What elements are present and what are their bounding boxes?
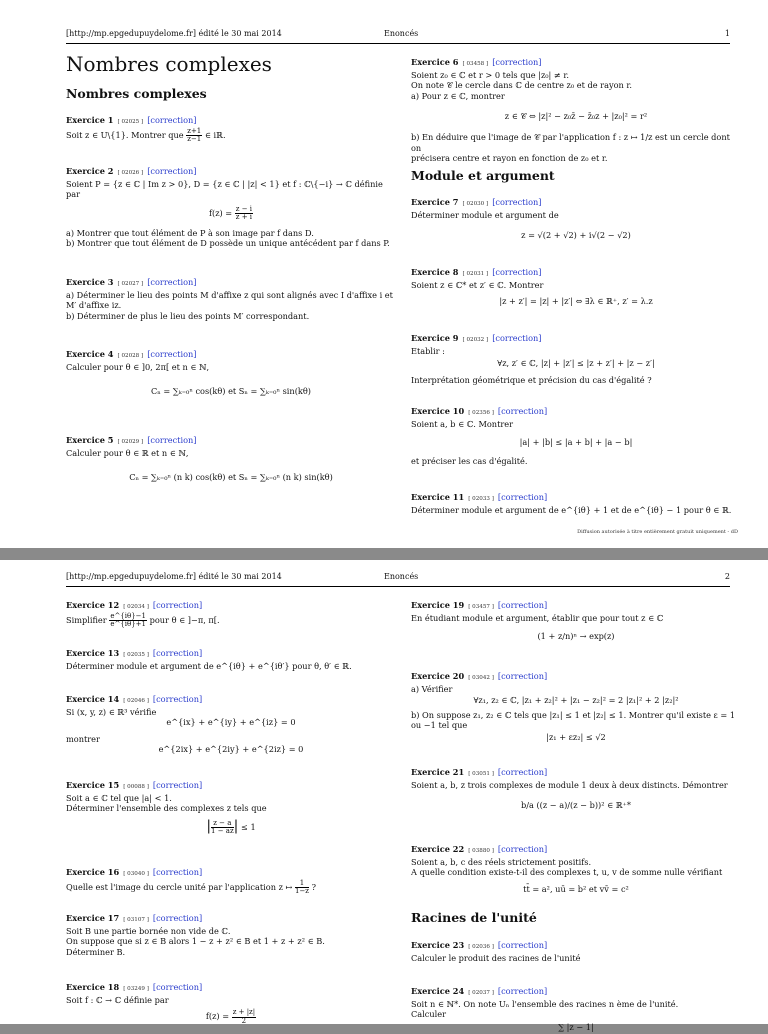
exercise-6 [411, 57, 741, 164]
exercise-text: Soit B une partie bornée non vide de ℂ. [66, 925, 231, 936]
exercise-text: par [66, 189, 81, 200]
exercise-9 [411, 333, 741, 385]
exercise-text: b) Déterminer de plus le lieu des points M′ correspondant. [66, 310, 310, 321]
correction-link[interactable]: [correction] [152, 867, 203, 877]
exercise-text: Soient P = {z ∈ ℂ | Im z > 0}, D = {z ∈ ℂ | |z| < 1} et f : ℂ\{−i} → ℂ définie [66, 178, 383, 189]
exercise-code: [ 02036 ] [468, 944, 494, 950]
exercise-label: Exercice 24 [411, 986, 465, 996]
page-header [66, 29, 730, 44]
math-display: f(z) = $\frac{z - i}{z + i}$ [208, 204, 253, 222]
exercise-label: Exercice 19 [411, 600, 465, 610]
exercise-text: Calculer pour θ ∈ ℝ et n ∈ ℕ, [66, 447, 189, 458]
exercise-label: Exercice 12 [66, 600, 120, 610]
exercise-20 [411, 671, 741, 744]
correction-link[interactable]: [correction] [147, 349, 197, 359]
math-display: Cₙ = ∑ₖ₌₀ⁿ (n k) cos(kθ) et Sₙ = ∑ₖ₌₀ⁿ (n k) sin(kθ) [129, 472, 333, 483]
exercise-text: En étudiant module et argument, établir que pour tout z ∈ ℂ [411, 612, 664, 623]
page-footer: Diffusion autorisée à titre entièrement gratuit uniquement - dD [577, 529, 738, 535]
correction-link[interactable]: [correction] [147, 435, 197, 445]
exercise-text: précisera centre et rayon en fonction de z₀ et r. [411, 153, 608, 164]
exercise-text: b) Montrer que tout élément de D possède un unique antécédent par f dans P. [66, 238, 390, 249]
correction-link[interactable]: [correction] [152, 982, 203, 992]
exercise-text: Calculer le produit des racines de l'unité [411, 952, 581, 963]
exercise-11 [411, 492, 741, 515]
math-display: e^{2ix} + e^{2iy} + e^{2iz} = 0 [158, 744, 304, 755]
exercise-text: Calculer pour θ ∈ ]0, 2π[ et n ∈ ℕ, [66, 361, 210, 372]
exercise-text: Déterminer module et argument de e^{iθ} + e^{iθ′} pour θ, θ′ ∈ ℝ. [66, 660, 352, 671]
exercise-code: [ 02029 ] [117, 439, 144, 445]
math-display: |z₁ + εz₂| ≤ √2 [546, 731, 606, 742]
correction-link[interactable]: [correction] [152, 780, 203, 790]
exercise-label: Exercice 13 [66, 648, 120, 658]
exercise-text: et préciser les cas d'égalité. [411, 455, 528, 466]
exercise-label: Exercice 4 [66, 349, 114, 359]
exercise-label: Exercice 3 [66, 277, 114, 287]
exercise-label: Exercice 10 [411, 406, 465, 416]
exercise-16: Exercice 16 [ 03040 ] [correction] Quelle est l'image du cercle unité par l'application z ↦ $\frac{1}{1-z}$ ? [66, 867, 316, 896]
page-number: 2 [724, 572, 730, 581]
exercise-text: Soient z₀ ∈ ℂ et r > 0 tels que |z₀| ≠ r. [411, 69, 569, 80]
exercise-12 [66, 600, 396, 629]
math-display: e^{ix} + e^{iy} + e^{iz} = 0 [166, 717, 296, 728]
exercise-text: Interprétation géométrique et précision du cas d'égalité ? [411, 374, 652, 385]
exercise-label: Exercice 1 [66, 115, 114, 125]
correction-link[interactable]: [correction] [147, 277, 197, 287]
exercise-label: Exercice 20 [411, 671, 465, 681]
section-title: Module et argument [411, 168, 555, 183]
exercise-text: Soient a, b, z trois complexes de module 1 deux à deux distincts. Démontrer [411, 779, 728, 790]
exercise-text: b) On suppose z₁, z₂ ∈ ℂ tels que |z₁| ≤ 1 et |z₂| ≤ 1. Montrer qu'il existe ε = 1 [411, 709, 736, 720]
fraction: $\frac{1}{1-z}$ [294, 878, 309, 896]
exercise-text: b) En déduire que l'image de 𝒞 par l'application f : z ↦ 1/z est un cercle dont on [411, 131, 730, 153]
exercise-code: [ 02046 ] [123, 698, 149, 704]
exercise-code: [ 02030 ] [462, 201, 489, 207]
correction-link[interactable]: [correction] [492, 57, 542, 67]
section-title: Nombres complexes [66, 86, 207, 101]
correction-link[interactable]: [correction] [492, 333, 542, 343]
exercise-text: montrer [66, 733, 100, 744]
correction-link[interactable]: [correction] [497, 767, 548, 777]
math-display: ∑ |z − 1| [558, 1021, 594, 1032]
correction-link[interactable]: [correction] [497, 940, 548, 950]
exercise-5 [66, 435, 396, 489]
exercise-3 [66, 277, 396, 321]
exercise-8 [411, 267, 741, 313]
exercise-code: [ 02026 ] [117, 170, 144, 176]
exercise-code: [ 03051 ] [468, 771, 494, 777]
correction-link[interactable]: [correction] [147, 115, 197, 125]
exercise-code: [ 02027 ] [117, 281, 144, 287]
exercise-code: [ 02035 ] [123, 652, 149, 658]
correction-link[interactable]: [correction] [147, 166, 197, 176]
exercise-13 [66, 648, 396, 671]
exercise-4 [66, 349, 396, 403]
exercise-text: Soit a ∈ ℂ tel que |a| < 1. [66, 792, 172, 803]
exercise-text: On suppose que si z ∈ B alors 1 − z + z² ∈ B et 1 + z + z² ∈ B. [66, 936, 325, 947]
exercise-code: [ 02032 ] [462, 337, 489, 343]
exercise-text: On note 𝒞 le cercle dans ℂ de centre z₀ et de rayon r. [411, 80, 632, 91]
exercise-label: Exercice 11 [411, 492, 465, 502]
exercise-15 [66, 780, 396, 842]
correction-link[interactable]: [correction] [497, 844, 548, 854]
exercise-label: Exercice 15 [66, 780, 120, 790]
exercise-text: ou −1 tel que [411, 720, 468, 731]
exercise-text: pour θ ∈ ]−π, π[. [149, 614, 220, 625]
math-display: |z + z′| = |z| + |z′| ⇔ ∃λ ∈ ℝ⁺, z′ = λ.z [499, 296, 653, 307]
exercise-code: [ 02031 ] [462, 271, 489, 277]
exercise-text: M′ d'affixe iz. [66, 300, 122, 311]
exercise-code: [ 03249 ] [123, 986, 149, 992]
exercise-text: Soit f : ℂ → ℂ définie par [66, 994, 169, 1005]
math-display: f(z) = $\frac{z + |z|}{2}$ [205, 1008, 256, 1025]
exercise-label: Exercice 17 [66, 913, 120, 923]
math-display: b/a ((z − a)/(z − b))² ∈ ℝ⁺* [520, 800, 632, 811]
exercise-21 [411, 767, 741, 821]
exercise-24 [411, 986, 741, 1034]
exercise-code: [ 02025 ] [117, 119, 144, 125]
correction-link[interactable]: [correction] [492, 197, 542, 207]
exercise-text: Etablir : [411, 345, 445, 356]
exercise-10 [411, 406, 741, 466]
exercise-text: Déterminer B. [66, 946, 126, 957]
math-display: ∀z₁, z₂ ∈ ℂ, |z₁ + z₂|² + |z₁ − z₂|² = 2 |z₁|² + 2 |z₂|² [473, 695, 679, 706]
exercise-label: Exercice 6 [411, 57, 459, 67]
exercise-text: Simplifier [66, 614, 107, 625]
exercise-text: a) Pour z ∈ ℂ, montrer [411, 90, 505, 101]
exercise-14 [66, 694, 396, 755]
exercise-code: [ 03040 ] [123, 871, 149, 877]
exercise-text: Déterminer module et argument de e^{iθ} + 1 et de e^{iθ} − 1 pour θ ∈ ℝ. [411, 504, 732, 515]
exercise-label: Exercice 2 [66, 166, 114, 176]
exercise-text: Si (x, y, z) ∈ ℝ³ vérifie [66, 706, 157, 717]
exercise-text: A quelle condition existe-t-il des complexes t, u, v de somme nulle vérifiant [411, 867, 723, 878]
math-display: ∀z, z′ ∈ ℂ, |z| + |z′| ≤ |z + z′| + |z − z′| [497, 358, 655, 369]
correction-link[interactable]: [correction] [152, 648, 203, 658]
exercise-18 [66, 982, 396, 1029]
exercise-text: ∈ iℝ. [204, 129, 226, 140]
math-display: |a| + |b| ≤ |a + b| + |a − b| [519, 437, 633, 448]
correction-link[interactable]: [correction] [152, 600, 203, 610]
exercise-23 [411, 940, 741, 963]
exercise-19 [411, 600, 741, 650]
header-source: [http://mp.epgedupuydelome.fr] édité le 30 mai 2014 [66, 572, 282, 581]
exercise-label: Exercice 9 [411, 333, 459, 343]
exercise-label: Exercice 22 [411, 844, 465, 854]
exercise-label: Exercice 16 [66, 867, 120, 877]
document-page-2 [0, 560, 768, 1032]
correction-link[interactable]: [correction] [497, 406, 548, 416]
exercise-text: Déterminer l'ensemble des complexes z tels que [66, 803, 267, 814]
exercise-label: Exercice 7 [411, 197, 459, 207]
section-title: Racines de l'unité [411, 910, 537, 925]
math-display: Cₙ = ∑ₖ₌₀ⁿ cos(kθ) et Sₙ = ∑ₖ₌₀ⁿ sin(kθ) [151, 386, 311, 397]
exercise-text: Déterminer module et argument de [411, 209, 559, 220]
math-display: | $\frac{z - a}{1 - āz}$ | ≤ 1 [206, 817, 256, 836]
exercise-label: Exercice 18 [66, 982, 120, 992]
exercise-text: Soient a, b ∈ ℂ. Montrer [411, 418, 514, 429]
math-display: (1 + z/n)ⁿ → exp(z) [537, 631, 615, 642]
correction-link[interactable]: [correction] [497, 600, 548, 610]
exercise-2 [66, 166, 396, 249]
exercise-code: [ 00088 ] [123, 784, 149, 790]
exercise-code: [ 02028 ] [117, 353, 144, 359]
exercise-text: Soit z ∈ U\{1}. Montrer que [66, 129, 184, 140]
exercise-code: [ 03457 ] [468, 604, 494, 610]
page-title: Nombres complexes [66, 52, 272, 76]
page-header [66, 572, 730, 587]
exercise-text: a) Vérifier [411, 683, 453, 694]
exercise-text: a) Montrer que tout élément de P à son image par f dans D. [66, 227, 314, 238]
correction-link[interactable]: [correction] [152, 694, 203, 704]
correction-link[interactable]: [correction] [497, 671, 548, 681]
header-center: Enoncés [384, 29, 419, 38]
exercise-label: Exercice 23 [411, 940, 465, 950]
exercise-code: [ 02033 ] [468, 496, 494, 502]
exercise-text: a) Déterminer le lieu des points M d'affixe z qui sont alignés avec I d'affixe i et [66, 289, 393, 300]
exercise-code: [ 02356 ] [468, 410, 494, 416]
correction-link[interactable]: [correction] [152, 913, 203, 923]
exercise-text: Soient z ∈ ℂ* et z′ ∈ ℂ. Montrer [411, 279, 544, 290]
exercise-code: [ 03458 ] [462, 61, 489, 67]
exercise-label: Exercice 21 [411, 767, 465, 777]
exercise-17 [66, 913, 396, 957]
exercise-text: Soient a, b, c des réels strictement positifs. [411, 856, 592, 867]
fraction: $\frac{e\^{}\{i\theta\}-1}{e\^{}\{i\theta\}+1}$ [110, 611, 146, 629]
page-number: 1 [724, 29, 730, 38]
exercise-text: Calculer [411, 1009, 447, 1020]
exercise-label: Exercice 8 [411, 267, 459, 277]
correction-link[interactable]: [correction] [492, 267, 542, 277]
fraction: $\frac{z+1}{z-1}$ [187, 126, 202, 144]
exercise-code: [ 03107 ] [123, 917, 149, 923]
exercise-label: Exercice 14 [66, 694, 120, 704]
exercise-code: [ 02037 ] [468, 990, 494, 996]
exercise-code: [ 02034 ] [123, 604, 149, 610]
correction-link[interactable]: [correction] [497, 986, 548, 996]
header-source: [http://mp.epgedupuydelome.fr] édité le 30 mai 2014 [66, 29, 282, 38]
exercise-text: Quelle est l'image du cercle unité par l'application z ↦ [66, 881, 293, 892]
exercise-7 [411, 197, 741, 247]
exercise-1 [66, 115, 396, 144]
exercise-code: [ 03880 ] [468, 848, 494, 854]
correction-link[interactable]: [correction] [497, 492, 548, 502]
exercise-label: Exercice 5 [66, 435, 114, 445]
math-display: z ∈ 𝒞 ⇔ |z|² − z₀z̄ − z̄₀z + |z₀|² = r² [504, 111, 648, 122]
exercise-code: [ 03042 ] [468, 675, 494, 681]
exercise-22 [411, 844, 741, 900]
math-display: z = √(2 + √2) + i√(2 − √2) [521, 230, 631, 241]
math-display: tt̄ = a², uū = b² et vv̄ = c² [523, 883, 629, 894]
header-center: Enoncés [384, 572, 419, 581]
exercise-text: Soit n ∈ ℕ*. On note Uₙ l'ensemble des racines n ème de l'unité. [411, 998, 679, 1009]
